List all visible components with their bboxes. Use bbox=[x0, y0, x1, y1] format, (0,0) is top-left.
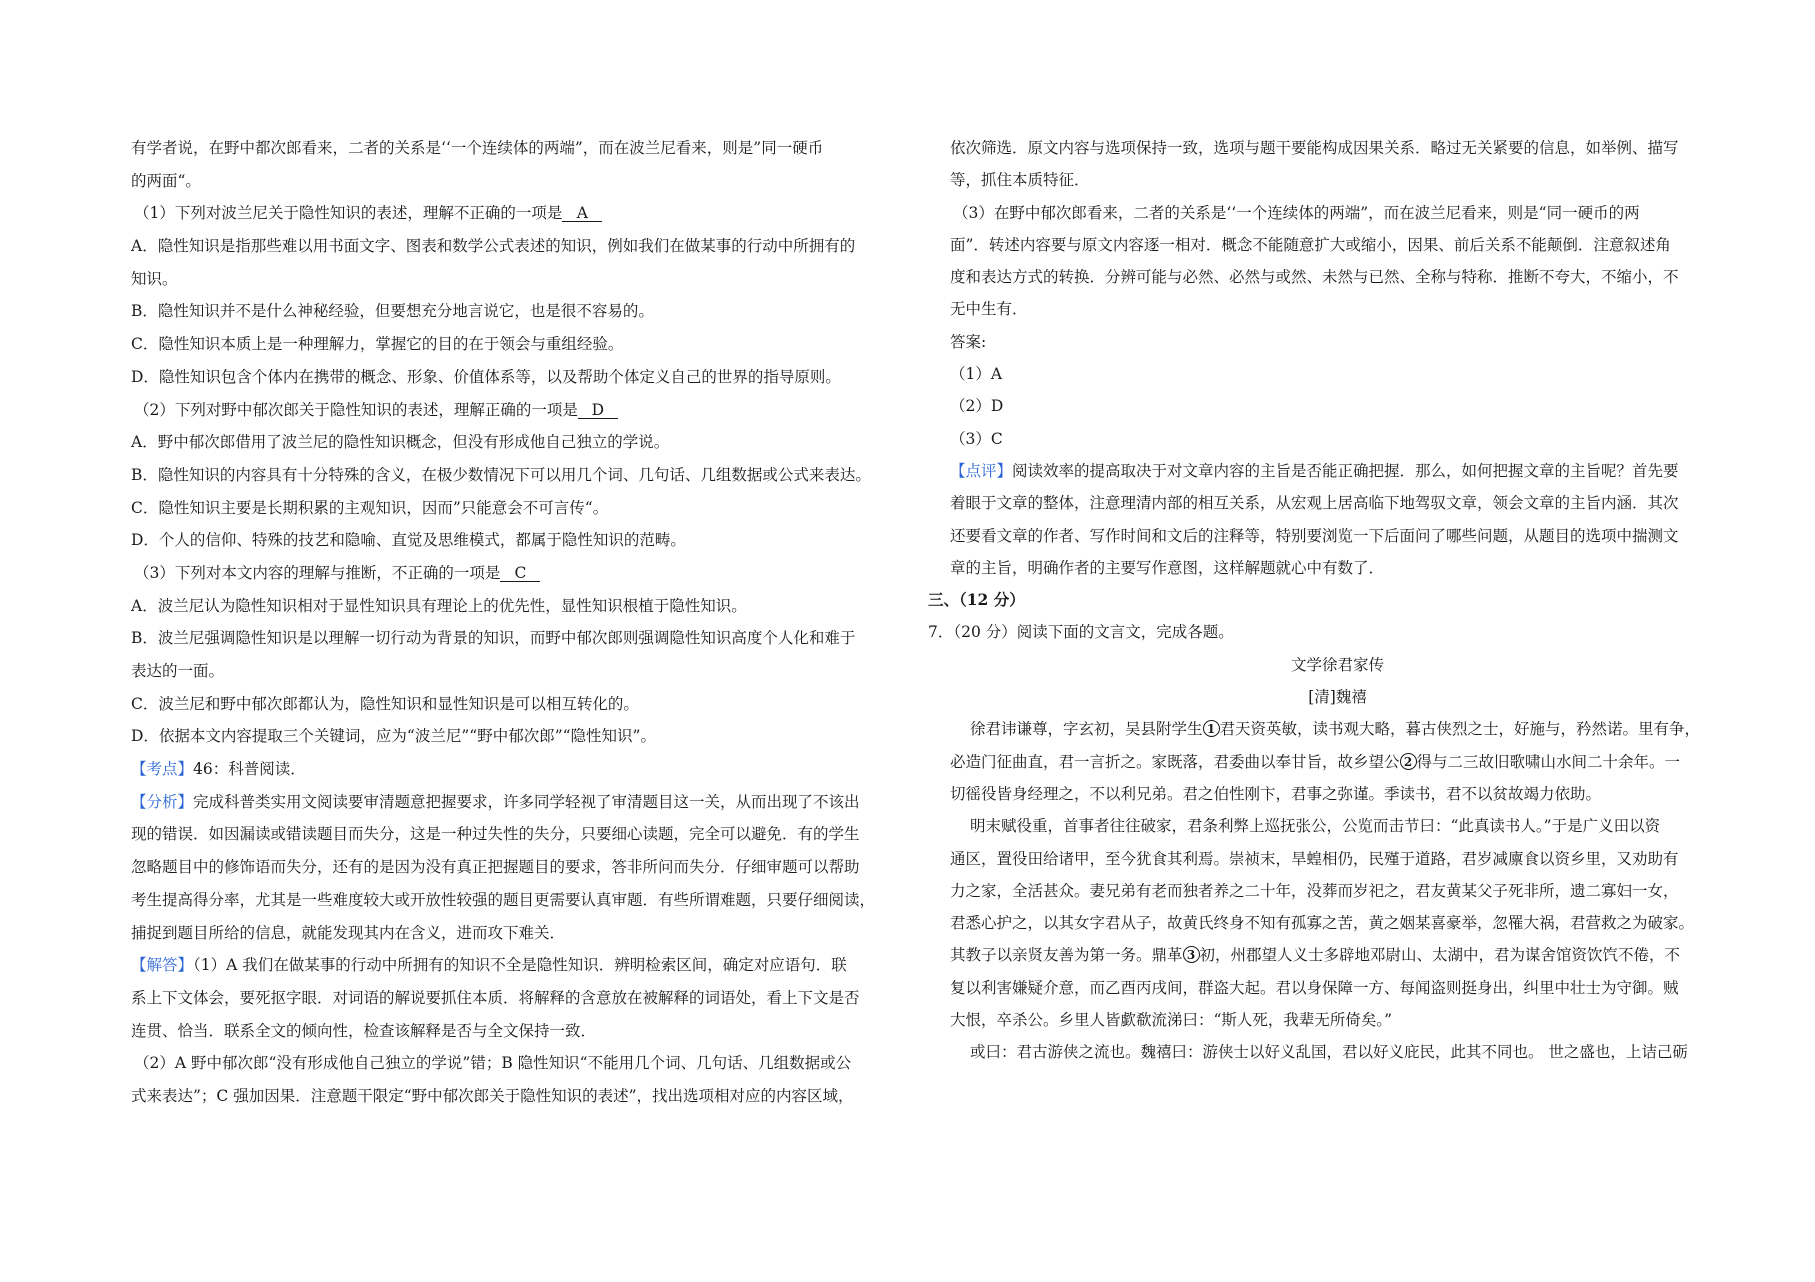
passage-line: 或曰：君古游侠之流也。魏禧曰：游侠士以好义乱国，君以好义庇民，此其不同也。 世之盛也，上诘己砺 bbox=[970, 1043, 1688, 1062]
text-line: 的两面“。 bbox=[131, 171, 201, 190]
passage-line: 通区，置役田给诸甲，至今犹食其利焉。崇祯末，旱蝗相仍，民殣于道路，君岁减廪食以资乡里，又劝助有 bbox=[950, 849, 1679, 868]
option-d: D．隐性知识包含个体内在携带的概念、形象、价值体系等，以及帮助个体定义自己的世界的指导原则。 bbox=[131, 367, 841, 386]
text-line: 无中生有． bbox=[950, 300, 1028, 319]
text-line: 系上下文体会，要死抠字眼．对词语的解说要抓住本质．将解释的含意放在被解释的词语处，看上下文是否 bbox=[131, 988, 860, 1007]
answer-label: 答案: bbox=[950, 332, 987, 351]
text-line: 章的主旨，明确作者的主要写作意图，这样解题就心中有数了． bbox=[950, 558, 1385, 577]
option-d: D．个人的信仰、特殊的技艺和隐喻、直觉及思维模式，都属于隐性知识的范畴。 bbox=[131, 531, 686, 550]
passage-title: 文学徐君家传 bbox=[1290, 655, 1384, 674]
question-3-text: （3）下列对本文内容的理解与推断，不正确的一项是 bbox=[134, 563, 501, 582]
option-b-cont: 表达的一面。 bbox=[131, 662, 225, 680]
question-1 bbox=[131, 203, 909, 223]
text-line: （3）在野中郁次郎看来，二者的关系是‘‘一个连续体的两端”，而在波兰尼看来，则是“同一硬币的两 bbox=[953, 203, 1640, 222]
dianping-text: 阅读效率的提高取决于对文章内容的主旨是否能正确把握．那么，如何把握文章的主旨呢？首先要 bbox=[1012, 461, 1679, 480]
question-2 bbox=[131, 400, 909, 420]
question-2-text: （2）下列对野中郁次郎关于隐性知识的表述，理解正确的一项是 bbox=[134, 400, 578, 419]
option-a: A．野中郁次郎借用了波兰尼的隐性知识概念，但没有形成他自己独立的学说。 bbox=[131, 433, 670, 452]
text-line: 着眼于文章的整体，注意理清内部的相互关系，从宏观上居高临下地驾驭文章，领会文章的主旨内涵．其次 bbox=[950, 494, 1679, 513]
text-line: （2）A 野中郁次郎“没有形成他自己独立的学说”错；B 隐性知识“不能用几个词、几句话、几组数据或公 bbox=[134, 1054, 852, 1073]
fenxi-line bbox=[131, 792, 909, 812]
kaodian-tag: 【考点】 bbox=[131, 760, 194, 779]
kaodian-line bbox=[131, 759, 909, 779]
passage-line: 必造门征曲直，君一言折之。家既落，君委曲以奉甘旨，故乡望公 2 得与二三故旧歌啸山水间二十余年。一 bbox=[950, 752, 1681, 771]
option-b: B．隐性知识的内容具有十分特殊的含义，在极少数情况下可以用几个词、几句话、几组数据或公式来表达。 bbox=[131, 465, 871, 484]
footnote-marker-3: 3 bbox=[1183, 946, 1200, 963]
text-line: 依次筛选．原文内容与选项保持一致，选项与题干要能构成因果关系．略过无关紧要的信息，如举例、描写 bbox=[950, 139, 1679, 157]
jieda-tag: 【解答】 bbox=[131, 956, 194, 975]
text-line: 还要看文章的作者、写作时间和文后的注释等，特别要浏览一下后面问了哪些问题，从题目的选项中揣测文 bbox=[950, 526, 1679, 545]
jieda-text: （1）A 我们在做某事的行动中所拥有的知识不全是隐性知识．辨明检索区间，确定对应语句．联 bbox=[193, 956, 847, 975]
question-2-answer: D bbox=[578, 402, 618, 419]
option-b: B．波兰尼强调隐性知识是以理解一切行动为背景的知识，而野中郁次郎则强调隐性知识高度个人化和难于 bbox=[131, 629, 856, 648]
answer-3: （3）C bbox=[950, 429, 1003, 448]
text-line: 有学者说，在野中都次郎看来，二者的关系是‘‘一个连续体的两端”，而在波兰尼看来，则是”同一硬币 bbox=[131, 139, 824, 157]
passage-line: 力之家，全活甚众。妻兄弟有老而独者养之二十年，没葬而岁祀之，君友黄某父子死非所，遗二寡妇一女， bbox=[950, 881, 1679, 900]
question-7: 7．（20 分）阅读下面的文言文，完成各题。 bbox=[928, 623, 1234, 642]
answer-2: （2）D bbox=[950, 397, 1004, 416]
option-c: C．隐性知识本质上是一种理解力，掌握它的目的在于领会与重组经验。 bbox=[131, 335, 624, 354]
option-a-cont: 知识。 bbox=[131, 269, 178, 288]
passage-author: [清]魏禧 bbox=[1308, 688, 1367, 707]
text-line: 忽略题目中的修饰语而失分，还有的是因为没有真正把握题目的要求，答非所问而失分．仔细审题可以帮助 bbox=[131, 858, 860, 877]
text-line: 面”．转述内容要与原文内容逐一相对．概念不能随意扩大或缩小，因果、前后关系不能颠倒．注意叙述角 bbox=[950, 235, 1671, 254]
fenxi-text: 完成科普类实用文阅读要审清题意把握要求，许多同学轻视了审清题目这一关，从而出现了不该出 bbox=[193, 792, 860, 811]
text-line: 连贯、恰当．联系全文的倾向性，检查该解释是否与全文保持一致． bbox=[131, 1021, 597, 1040]
right-column bbox=[928, 138, 1725, 1075]
passage-line: 徐君讳谦尊，字玄初，吴县附学生 1 君天资英敏，读书观大略，暮古侠烈之士，好施与，矜然诺。里有争， bbox=[970, 720, 1701, 739]
passage-line: 其教子以亲贤友善为第一务。鼎革 3 初，州郡望人义士多辟地邓尉山、太湖中，君为谋舍馆资饮饩不倦，不 bbox=[950, 946, 1681, 965]
question-1-text: （1）下列对波兰尼关于隐性知识的表述，理解不正确的一项是 bbox=[134, 204, 563, 223]
kaodian-text: 46：科普阅读． bbox=[193, 760, 306, 779]
text-line: 现的错误．如因漏读或错读题目而失分，这是一种过失性的失分，只要细心读题，完全可以避免．有的学生 bbox=[131, 825, 860, 844]
question-3 bbox=[131, 563, 909, 583]
text-line: 捕捉到题目所给的信息，就能发现其内在含义，进而攻下难关． bbox=[131, 923, 566, 942]
option-a: A．隐性知识是指那些难以用书面文字、图表和数学公式表述的知识，例如我们在做某事的行动中所拥有的 bbox=[131, 237, 856, 256]
footnote-marker-1: 1 bbox=[1203, 720, 1220, 737]
text-line: 考生提高得分率，尤其是一些难度较大或开放性较强的题目更需要认真审题．有些所谓难题，只要仔细阅读， bbox=[131, 890, 876, 909]
left-column bbox=[131, 138, 909, 1119]
option-b: B．隐性知识并不是什么神秘经验，但要想充分地言说它，也是很不容易的。 bbox=[131, 302, 654, 321]
dianping-tag: 【点评】 bbox=[950, 461, 1013, 480]
question-1-answer: A bbox=[562, 205, 602, 222]
passage-line: 切徭役皆身经理之，不以利兄弟。君之伯性刚卞，君事之弥谨。季读书，君不以贫故竭力依助。 bbox=[950, 784, 1602, 803]
passage-line: 明末赋役重，首事者往往破家，君条利弊上巡抚张公，公览而击节曰：“此真读书人。”于是广义田以资 bbox=[970, 817, 1661, 836]
option-d: D．依据本文内容提取三个关键词，应为“波兰尼”“野中郁次郎”“隐性知识”。 bbox=[131, 727, 656, 746]
passage-line: 大恨，卒杀公。乡里人皆歔欷流涕曰：“斯人死，我辈无所倚矣。” bbox=[950, 1011, 1393, 1030]
text-line: 等，抓住本质特征． bbox=[950, 171, 1090, 190]
option-c: C．波兰尼和野中郁次郎都认为，隐性知识和显性知识是可以相互转化的。 bbox=[131, 694, 639, 713]
answer-1: （1）A bbox=[950, 365, 1003, 384]
passage-line: 君悉心护之，以其女字君从子，故黄氏终身不知有孤寡之苦，黄之姻某喜豪举，忽罹大祸，君营救之为破家。 bbox=[950, 914, 1695, 933]
passage-line: 复以利害嫌疑介意，而乙酉丙戌间，群盗大起。君以身保障一方、每闻盗则挺身出，纠里中壮士为守御。贼 bbox=[950, 978, 1679, 997]
fenxi-tag: 【分析】 bbox=[131, 792, 194, 811]
text-line: 式来表达”；C 强加因果．注意题干限定“野中郁次郎关于隐性知识的表述”，找出选项相对应的内容区域， bbox=[131, 1086, 854, 1105]
option-c: C．隐性知识主要是长期积累的主观知识，因而”只能意会不可言传“。 bbox=[131, 498, 609, 517]
dianping-line bbox=[950, 461, 1725, 481]
text-line: 度和表达方式的转换．分辨可能与必然、必然与或然、未然与已然、全称与特称．推断不夸大，不缩小，不 bbox=[950, 268, 1679, 287]
jieda-line bbox=[131, 955, 909, 975]
option-a: A．波兰尼认为隐性知识相对于显性知识具有理论上的优先性，显性知识根植于隐性知识。 bbox=[131, 596, 747, 615]
question-3-answer: C bbox=[500, 565, 540, 582]
section-heading: 三、（12 分） bbox=[928, 590, 1025, 610]
footnote-marker-2: 2 bbox=[1400, 753, 1417, 770]
